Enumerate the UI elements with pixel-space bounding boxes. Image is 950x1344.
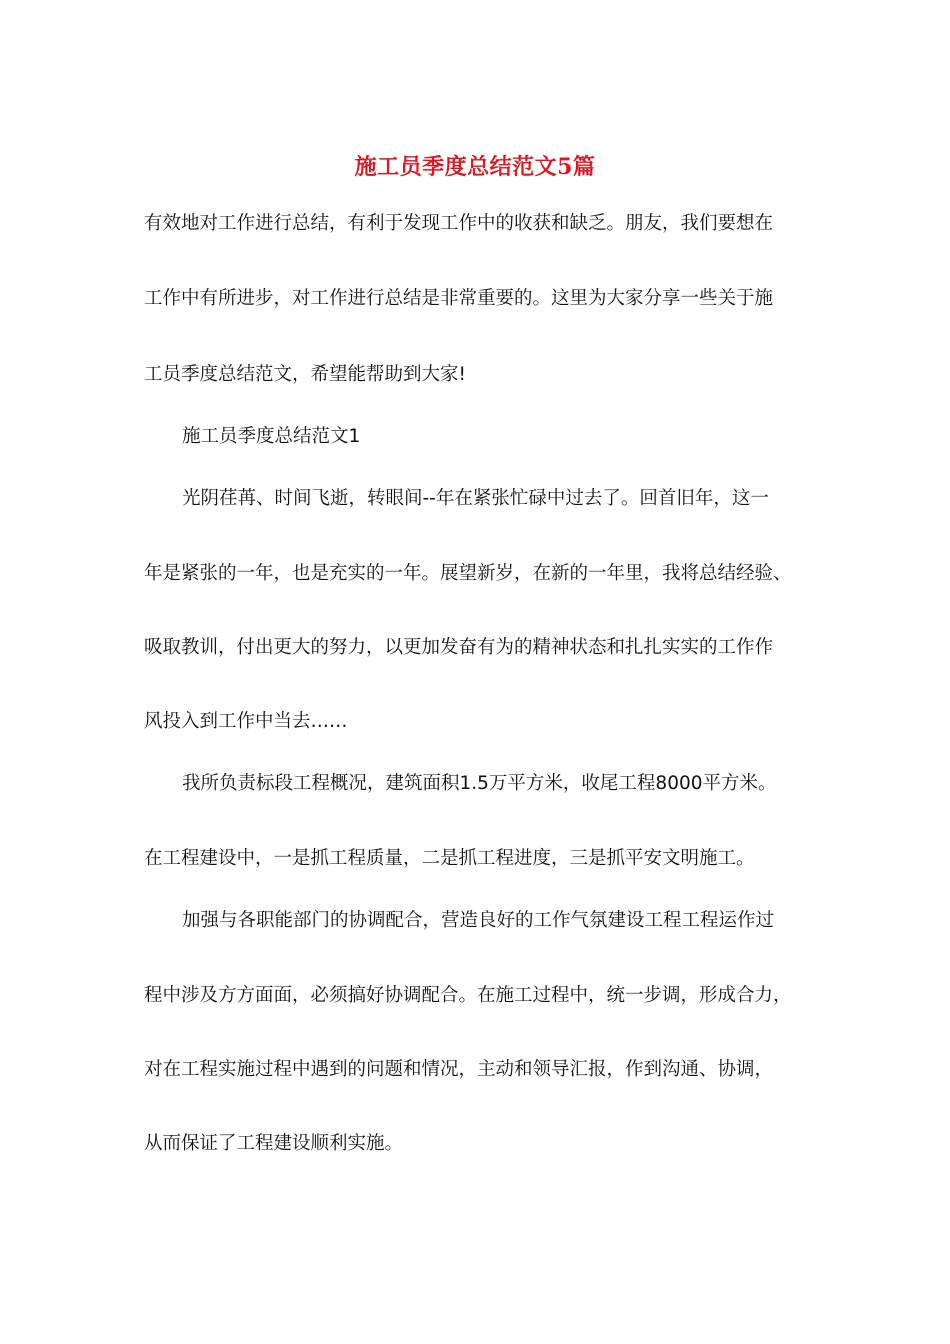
paragraph-2-line-2: 在工程建设中，一是抓工程质量，二是抓工程进度，三是抓平安文明施工。	[144, 848, 755, 869]
paragraph-3-line-2: 程中涉及方方面面，必须搞好协调配合。在施工过程中，统一步调，形成合力，	[144, 985, 792, 1006]
section-heading: 施工员季度总结范文1	[182, 426, 361, 447]
paragraph-1-line-4: 风投入到工作中当去……	[144, 711, 348, 732]
intro-paragraph-line-2: 工作中有所进步，对工作进行总结是非常重要的。这里为大家分享一些关于施	[144, 288, 774, 309]
paragraph-3-line-1: 加强与各职能部门的协调配合，营造良好的工作气氛建设工程工程运作过	[182, 910, 775, 931]
paragraph-1-line-1: 光阴荏苒、时间飞逝，转眼间--年在紧张忙碌中过去了。回首旧年，这一	[182, 488, 769, 509]
paragraph-1-line-2: 年是紧张的一年，也是充实的一年。展望新岁，在新的一年里，我将总结经验、	[144, 563, 792, 584]
paragraph-1-line-3: 吸取教训，付出更大的努力，以更加发奋有为的精神状态和扎扎实实的工作作	[144, 637, 774, 658]
intro-paragraph-line-1: 有效地对工作进行总结，有利于发现工作中的收获和缺乏。朋友，我们要想在	[144, 213, 774, 234]
intro-paragraph-line-3: 工员季度总结范文，希望能帮助到大家!	[144, 364, 466, 385]
document-title: 施工员季度总结范文5篇	[354, 154, 596, 180]
paragraph-3-line-3: 对在工程实施过程中遇到的问题和情况，主动和领导汇报，作到沟通、协调，	[144, 1059, 774, 1080]
paragraph-2-line-1: 我所负责标段工程概况，建筑面积1.5万平方米，收尾工程8000平方米。	[182, 773, 777, 794]
paragraph-3-line-4: 从而保证了工程建设顺利实施。	[144, 1133, 404, 1154]
